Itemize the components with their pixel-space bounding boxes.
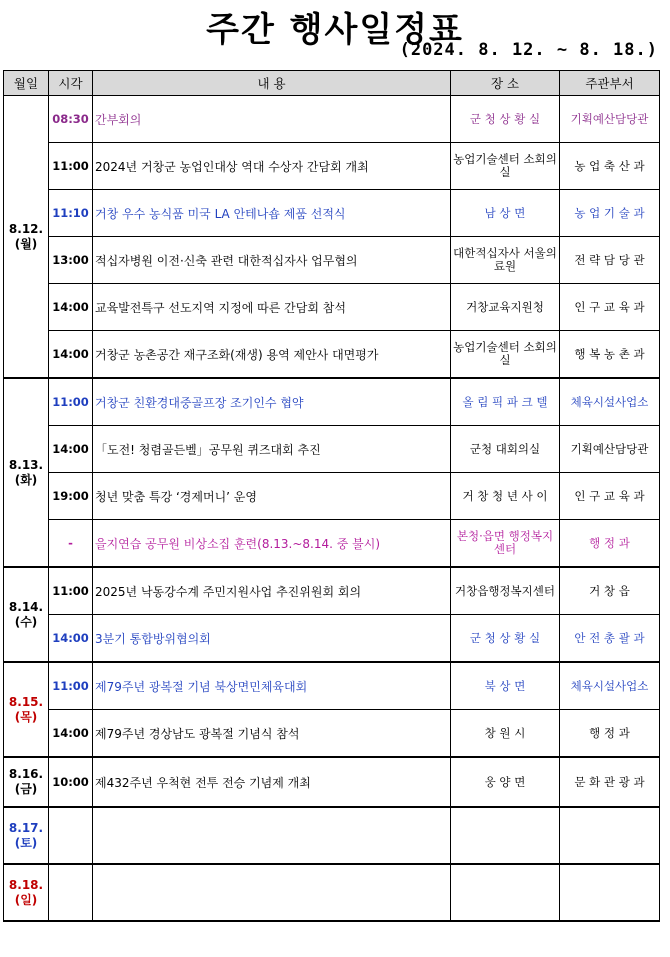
- header-place: 장 소: [451, 71, 560, 96]
- dept-cell: 기획예산담당관: [560, 426, 660, 473]
- dept-cell: 인 구 교 육 과: [560, 473, 660, 520]
- table-row: [4, 615, 660, 663]
- content-cell: 제432주년 우척현 전투 전승 기념제 개최: [93, 757, 451, 807]
- header-dept: 주관부서: [560, 71, 660, 96]
- table-row: [4, 237, 660, 284]
- dept-cell: [560, 807, 660, 864]
- place-cell: 거창교육지원청: [451, 284, 560, 331]
- dept-cell: 체육시설사업소: [560, 662, 660, 710]
- content-cell: [93, 807, 451, 864]
- date-cell: 8.16. (금): [4, 757, 49, 807]
- table-row: [4, 143, 660, 190]
- dept-cell: 전 략 담 당 관: [560, 237, 660, 284]
- dept-cell: 행 정 과: [560, 520, 660, 568]
- time-cell: 11:00: [49, 378, 93, 426]
- place-cell: 본청·읍면 행정복지센터: [451, 520, 560, 568]
- date-cell: 8.18. (일): [4, 864, 49, 921]
- table-row: [4, 520, 660, 568]
- place-cell: 대한적십자사 서울의료원: [451, 237, 560, 284]
- table-row: [4, 807, 660, 864]
- time-cell: -: [49, 520, 93, 568]
- time-cell: 11:00: [49, 662, 93, 710]
- place-cell: 군 청 상 황 실: [451, 96, 560, 143]
- content-cell: 적십자병원 이전·신축 관련 대한적십자사 업무협의: [93, 237, 451, 284]
- content-cell: 거창군 친환경대중골프장 조기인수 협약: [93, 378, 451, 426]
- schedule-table: [3, 70, 660, 922]
- content-cell: 2025년 낙동강수계 주민지원사업 추진위원회 회의: [93, 567, 451, 615]
- table-row: [4, 757, 660, 807]
- time-cell: 08:30: [49, 96, 93, 143]
- time-cell: 19:00: [49, 473, 93, 520]
- place-cell: [451, 864, 560, 921]
- table-row: [4, 378, 660, 426]
- dept-cell: [560, 864, 660, 921]
- place-cell: 북 상 면: [451, 662, 560, 710]
- content-cell: 을지연습 공무원 비상소집 훈련(8.13.~8.14. 중 불시): [93, 520, 451, 568]
- time-cell: 14:00: [49, 426, 93, 473]
- date-cell: 8.14. (수): [4, 567, 49, 662]
- table-row: [4, 864, 660, 921]
- content-cell: 3분기 통합방위협의회: [93, 615, 451, 663]
- date-cell: 8.12. (월): [4, 96, 49, 379]
- time-cell: 11:00: [49, 567, 93, 615]
- dept-cell: 행 정 과: [560, 710, 660, 758]
- date-cell: 8.13. (화): [4, 378, 49, 567]
- time-cell: 13:00: [49, 237, 93, 284]
- content-cell: 간부회의: [93, 96, 451, 143]
- header-content: 내 용: [93, 71, 451, 96]
- table-row: [4, 96, 660, 143]
- header-time: 시각: [49, 71, 93, 96]
- place-cell: 농업기술센터 소회의실: [451, 331, 560, 379]
- content-cell: 거창 우수 농식품 미국 LA 안테나숍 제품 선적식: [93, 190, 451, 237]
- table-row: [4, 710, 660, 758]
- dept-cell: 체육시설사업소: [560, 378, 660, 426]
- date-cell: 8.15. (목): [4, 662, 49, 757]
- time-cell: [49, 864, 93, 921]
- place-cell: 군청 대회의실: [451, 426, 560, 473]
- time-cell: [49, 807, 93, 864]
- time-cell: 14:00: [49, 710, 93, 758]
- place-cell: [451, 807, 560, 864]
- time-cell: 11:00: [49, 143, 93, 190]
- content-cell: [93, 864, 451, 921]
- table-row: [4, 662, 660, 710]
- table-row: [4, 190, 660, 237]
- table-row: [4, 473, 660, 520]
- content-cell: 「도전! 청렴골든벨」공무원 퀴즈대회 추진: [93, 426, 451, 473]
- place-cell: 군 청 상 황 실: [451, 615, 560, 663]
- dept-cell: 행 복 농 촌 과: [560, 331, 660, 379]
- schedule-period: (2024. 8. 12. ~ 8. 18.): [399, 40, 658, 60]
- table-row: [4, 426, 660, 473]
- content-cell: 거창군 농촌공간 재구조화(재생) 용역 제안사 대면평가: [93, 331, 451, 379]
- dept-cell: 안 전 총 괄 과: [560, 615, 660, 663]
- dept-cell: 거 창 읍: [560, 567, 660, 615]
- dept-cell: 인 구 교 육 과: [560, 284, 660, 331]
- place-cell: 올 림 픽 파 크 텔: [451, 378, 560, 426]
- content-cell: 교육발전특구 선도지역 지정에 따른 간담회 참석: [93, 284, 451, 331]
- table-row: [4, 331, 660, 379]
- place-cell: 남 상 면: [451, 190, 560, 237]
- header-date: 월일: [4, 71, 49, 96]
- time-cell: 11:10: [49, 190, 93, 237]
- content-cell: 청년 맞춤 특강 ‘경제머니’ 운영: [93, 473, 451, 520]
- table-row: [4, 567, 660, 615]
- place-cell: 농업기술센터 소회의실: [451, 143, 560, 190]
- table-header-row: [4, 71, 660, 96]
- time-cell: 10:00: [49, 757, 93, 807]
- dept-cell: 문 화 관 광 과: [560, 757, 660, 807]
- content-cell: 2024년 거창군 농업인대상 역대 수상자 간담회 개최: [93, 143, 451, 190]
- page-title: 주간 행사일정표: [206, 10, 464, 50]
- place-cell: 거 창 청 년 사 이: [451, 473, 560, 520]
- content-cell: 제79주년 경상남도 광복절 기념식 참석: [93, 710, 451, 758]
- place-cell: 웅 양 면: [451, 757, 560, 807]
- dept-cell: 농 업 기 술 과: [560, 190, 660, 237]
- place-cell: 거창읍행정복지센터: [451, 567, 560, 615]
- dept-cell: 농 업 축 산 과: [560, 143, 660, 190]
- date-cell: 8.17. (토): [4, 807, 49, 864]
- time-cell: 14:00: [49, 331, 93, 379]
- dept-cell: 기획예산담당관: [560, 96, 660, 143]
- time-cell: 14:00: [49, 615, 93, 663]
- time-cell: 14:00: [49, 284, 93, 331]
- table-row: [4, 284, 660, 331]
- place-cell: 창 원 시: [451, 710, 560, 758]
- content-cell: 제79주년 광복절 기념 북상면민체육대회: [93, 662, 451, 710]
- schedule-body: [4, 96, 660, 922]
